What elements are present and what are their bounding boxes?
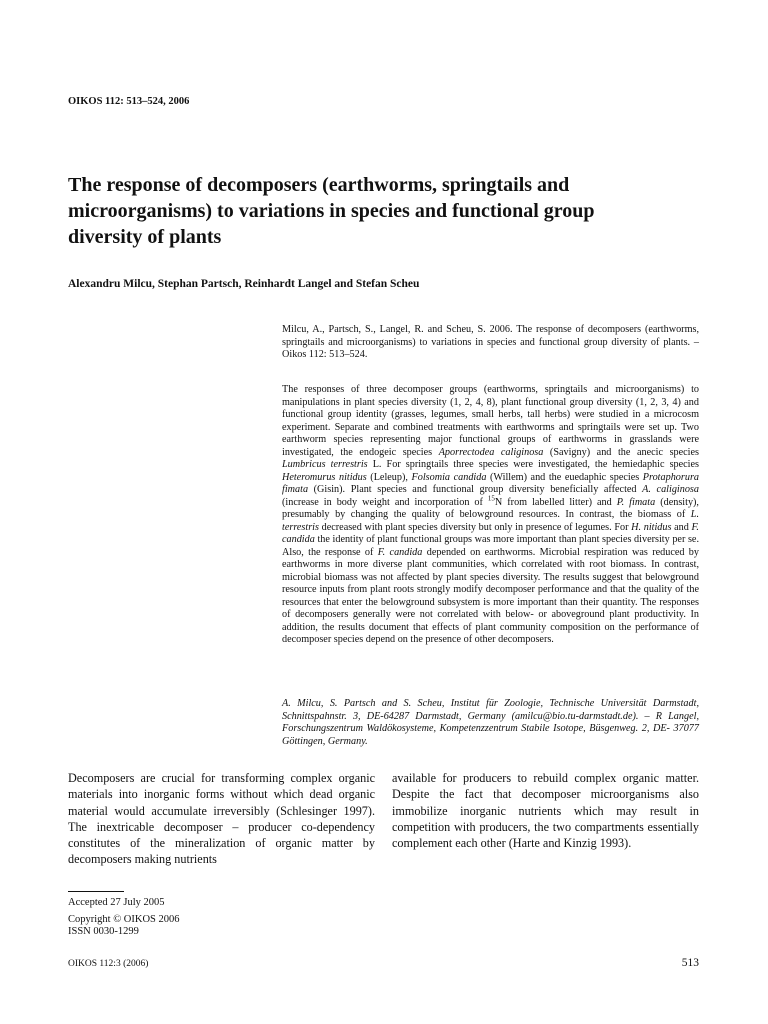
abstract-text: L. For springtails three species were investigated, the hemiedaphic species	[367, 459, 699, 470]
abstract-text: depended on earthworms. Microbial respiration was reduced by earthworms in more diverse plant communities, which correlated with root biomass. In contrast, microbial biomass was not affected by plant species diversity. The results suggest that belowground resource inputs from plant roots strongly modify decomposer performance and that the quality of the resources that enter the belowground subsystem is more important than their quantity. The responses of decomposers generally were not correlated with below- or aboveground plant productivity. In addition, the results document that effects of plant community composition on the performance of decomposer species depend on the presence of other decomposers.	[282, 546, 699, 645]
species-name: Aporrectodea caliginosa	[438, 446, 544, 458]
copyright-line: Copyright © OIKOS 2006	[68, 914, 180, 925]
abstract-text: The responses of three decomposer groups (earthworms, springtails and microorganisms) to manipulations in plant species diversity (1, 2, 4, 8), plant functional group diversity (1, 2, 3, 4) and functional group identity (grasses, legumes, small herbs, tall herbs) were studied in a microcosm experiment. Separate and combined treatments with earthworms and springtails were set up. Two earthworm species representing major functional groups of earthworms in grasslands were investigated, the endogeic species	[282, 384, 699, 458]
issn-line: ISSN 0030-1299	[68, 926, 139, 937]
abstract-text: (Savigny) and the anecic species	[543, 446, 699, 458]
abstract-text: N from labelled litter) and	[494, 496, 617, 508]
species-name: Protaphorura fimata	[282, 471, 700, 495]
abstract-text: (Gisin). Plant species and functional group diversity beneficially affected	[308, 484, 643, 495]
abstract-text: the identity of plant functional groups was more important than plant species diversity per se. Also, the response of	[282, 534, 699, 558]
abstract-text: (Willem) and the euedaphic species	[486, 471, 643, 483]
page-number: 513	[681, 957, 699, 969]
species-name: F. candida	[282, 521, 699, 545]
abstract-text: and	[671, 521, 692, 533]
citation-block: Milcu, A., Partsch, S., Langel, R. and Scheu, S. 2006. The response of decomposers (earthworms, springtails and microorganisms) to variations in species and functional group diversity of plants. – Oikos 112: 513–524.	[282, 324, 699, 360]
species-name: H. nitidus	[631, 521, 672, 533]
author-affiliation: A. Milcu, S. Partsch and S. Scheu, Institut für Zoologie, Technische Universität Darmstadt, Schnittspahnstr. 3, DE-64287 Darmstadt, Germany (amilcu@bio.tu-darmstadt.de). – R Langel, Forschungszentrum Waldökosysteme, Kompetenzzentrum Stabile Isotope, Büsgenweg. 2, DE- 37077 Göttingen, Germany.	[282, 698, 699, 747]
species-name: L. terrestris	[282, 509, 699, 533]
abstract	[282, 384, 699, 647]
abstract-text: decreased with plant species diversity but only in presence of legumes. For	[318, 521, 632, 533]
species-name: Folsomia candida	[411, 471, 487, 483]
author-list: Alexandru Milcu, Stephan Partsch, Reinhardt Langel and Stefan Scheu	[68, 278, 420, 290]
species-name: Lumbricus terrestris	[282, 459, 368, 470]
article-title: The response of decomposers (earthworms, springtails and microorganisms) to variations in species and functional group diversity of plants	[68, 174, 595, 248]
abstract-text: (Leleup),	[366, 471, 412, 483]
journal-header: OIKOS 112: 513–524, 2006	[68, 96, 190, 107]
species-name: A. caliginosa	[642, 484, 699, 495]
abstract-text: (increase in body weight and incorporation of	[282, 496, 488, 508]
body-column-left: Decomposers are crucial for transforming complex organic materials into inorganic forms without which dead organic material would accumulate irreversibly (Schlesinger 1997). The inextricable decomposer – producer co-dependency constitutes of the mineralization of organic matter by decomposers making nutrients	[68, 771, 375, 867]
footnote-divider	[68, 891, 124, 892]
body-column-right: available for producers to rebuild complex organic matter. Despite the fact that decomposer microorganisms also immobilize inorganic nutrients which may result in competition with producers, the two compartments essentially complement each other (Harte and Kinzig 1993).	[392, 771, 699, 851]
isotope-superscript: 15	[487, 494, 495, 503]
accepted-date: Accepted 27 July 2005	[68, 897, 165, 908]
footer-issue: OIKOS 112:3 (2006)	[68, 959, 149, 969]
species-name: F. candida	[377, 546, 423, 558]
species-name: P. fimata	[616, 496, 656, 508]
abstract-text: (density), presumably by changing the quality of belowground resources. In contrast, the biomass of	[282, 496, 699, 520]
species-name: Heteromurus nitidus	[282, 471, 367, 483]
